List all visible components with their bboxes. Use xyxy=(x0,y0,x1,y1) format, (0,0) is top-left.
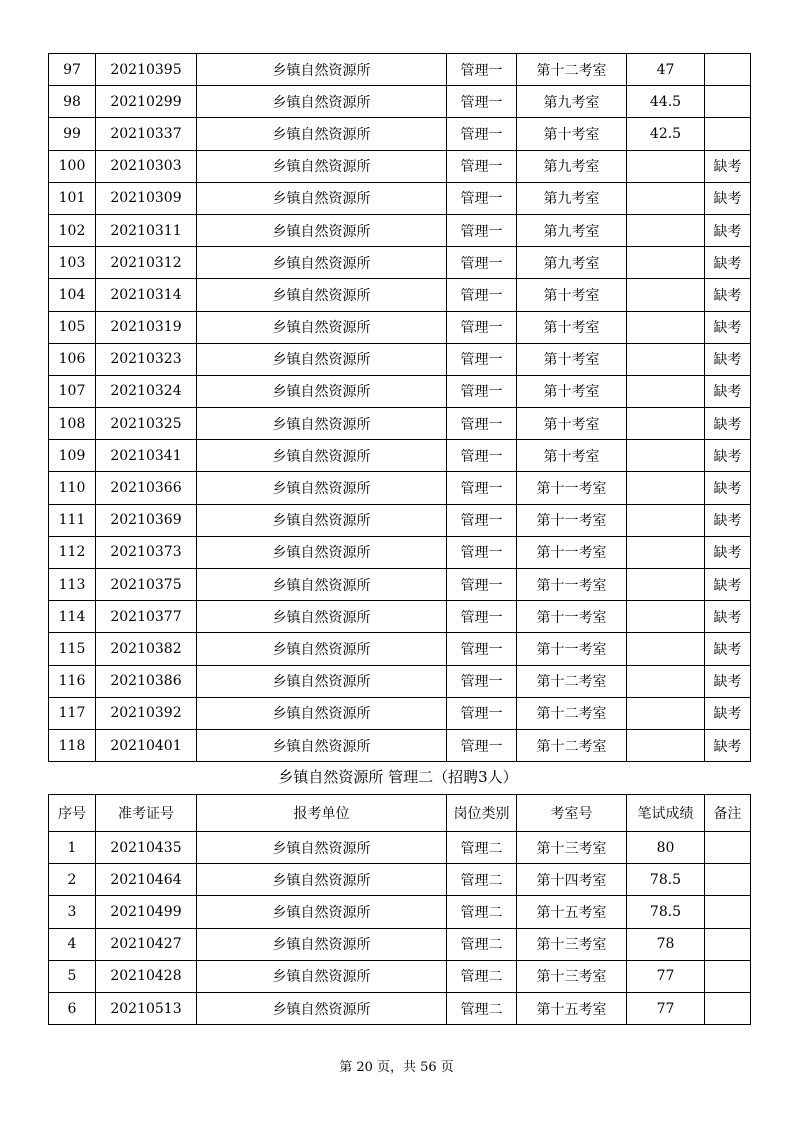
room-cell: 第十考室 xyxy=(517,343,627,375)
score-cell: 78 xyxy=(627,928,705,960)
table-row xyxy=(49,279,751,311)
unit-cell: 乡镇自然资源所 xyxy=(197,992,447,1024)
seq-cell: 103 xyxy=(49,247,96,279)
room-cell: 第九考室 xyxy=(517,214,627,246)
unit-cell: 乡镇自然资源所 xyxy=(197,633,447,665)
score-cell: 78.5 xyxy=(627,896,705,928)
results-table-body xyxy=(49,832,751,1025)
position-cell: 管理一 xyxy=(447,633,517,665)
unit-cell: 乡镇自然资源所 xyxy=(197,960,447,992)
exam-id-cell: 20210325 xyxy=(96,408,197,440)
unit-cell: 乡镇自然资源所 xyxy=(197,375,447,407)
room-cell: 第十考室 xyxy=(517,440,627,472)
seq-cell: 99 xyxy=(49,118,96,150)
exam-id-cell: 20210373 xyxy=(96,536,197,568)
room-cell: 第十一考室 xyxy=(517,536,627,568)
room-cell: 第十一考室 xyxy=(517,569,627,601)
position-cell: 管理一 xyxy=(447,536,517,568)
table-row xyxy=(49,440,751,472)
results-table-body xyxy=(49,54,751,762)
unit-cell: 乡镇自然资源所 xyxy=(197,279,447,311)
unit-cell: 乡镇自然资源所 xyxy=(197,247,447,279)
exam-id-cell: 20210319 xyxy=(96,311,197,343)
position-cell: 管理一 xyxy=(447,182,517,214)
exam-id-cell: 20210311 xyxy=(96,214,197,246)
seq-cell: 110 xyxy=(49,472,96,504)
position-cell: 管理二 xyxy=(447,992,517,1024)
position-cell: 管理一 xyxy=(447,729,517,761)
remark-cell xyxy=(705,928,751,960)
score-cell xyxy=(627,408,705,440)
seq-cell: 100 xyxy=(49,150,96,182)
position-cell: 管理一 xyxy=(447,311,517,343)
room-cell: 第十考室 xyxy=(517,375,627,407)
header-position: 岗位类别 xyxy=(447,795,517,832)
header-remark: 备注 xyxy=(705,795,751,832)
room-cell: 第十一考室 xyxy=(517,601,627,633)
remark-cell: 缺考 xyxy=(705,472,751,504)
remark-cell: 缺考 xyxy=(705,375,751,407)
unit-cell: 乡镇自然资源所 xyxy=(197,832,447,864)
table-row xyxy=(49,536,751,568)
remark-cell xyxy=(705,54,751,86)
position-cell: 管理二 xyxy=(447,832,517,864)
room-cell: 第十五考室 xyxy=(517,896,627,928)
seq-cell: 115 xyxy=(49,633,96,665)
seq-cell: 107 xyxy=(49,375,96,407)
table-row xyxy=(49,343,751,375)
exam-id-cell: 20210312 xyxy=(96,247,197,279)
seq-cell: 117 xyxy=(49,697,96,729)
room-cell: 第十考室 xyxy=(517,279,627,311)
remark-cell xyxy=(705,86,751,118)
unit-cell: 乡镇自然资源所 xyxy=(197,86,447,118)
exam-id-cell: 20210499 xyxy=(96,896,197,928)
remark-cell: 缺考 xyxy=(705,311,751,343)
table-row xyxy=(49,569,751,601)
room-cell: 第九考室 xyxy=(517,247,627,279)
unit-cell: 乡镇自然资源所 xyxy=(197,665,447,697)
header-seq: 序号 xyxy=(49,795,96,832)
score-cell xyxy=(627,375,705,407)
exam-id-cell: 20210435 xyxy=(96,832,197,864)
table-row xyxy=(49,311,751,343)
room-cell: 第十二考室 xyxy=(517,54,627,86)
score-cell: 77 xyxy=(627,960,705,992)
position-cell: 管理一 xyxy=(447,214,517,246)
room-cell: 第十一考室 xyxy=(517,633,627,665)
room-cell: 第十二考室 xyxy=(517,697,627,729)
seq-cell: 105 xyxy=(49,311,96,343)
seq-cell: 6 xyxy=(49,992,96,1024)
exam-id-cell: 20210299 xyxy=(96,86,197,118)
exam-id-cell: 20210392 xyxy=(96,697,197,729)
seq-cell: 113 xyxy=(49,569,96,601)
room-cell: 第十二考室 xyxy=(517,665,627,697)
seq-cell: 109 xyxy=(49,440,96,472)
seq-cell: 2 xyxy=(49,864,96,896)
table-row xyxy=(49,601,751,633)
table-row xyxy=(49,928,751,960)
score-cell: 42.5 xyxy=(627,118,705,150)
room-cell: 第十三考室 xyxy=(517,960,627,992)
exam-id-cell: 20210375 xyxy=(96,569,197,601)
room-cell: 第十一考室 xyxy=(517,472,627,504)
table-row xyxy=(49,408,751,440)
seq-cell: 104 xyxy=(49,279,96,311)
unit-cell: 乡镇自然资源所 xyxy=(197,54,447,86)
unit-cell: 乡镇自然资源所 xyxy=(197,729,447,761)
exam-id-cell: 20210382 xyxy=(96,633,197,665)
table-row xyxy=(49,665,751,697)
unit-cell: 乡镇自然资源所 xyxy=(197,408,447,440)
unit-cell: 乡镇自然资源所 xyxy=(197,440,447,472)
position-cell: 管理一 xyxy=(447,279,517,311)
score-cell xyxy=(627,633,705,665)
position-cell: 管理一 xyxy=(447,150,517,182)
remark-cell: 缺考 xyxy=(705,569,751,601)
score-cell xyxy=(627,182,705,214)
remark-cell: 缺考 xyxy=(705,247,751,279)
remark-cell: 缺考 xyxy=(705,440,751,472)
seq-cell: 3 xyxy=(49,896,96,928)
unit-cell: 乡镇自然资源所 xyxy=(197,214,447,246)
seq-cell: 108 xyxy=(49,408,96,440)
position-cell: 管理一 xyxy=(447,665,517,697)
remark-cell: 缺考 xyxy=(705,343,751,375)
position-cell: 管理一 xyxy=(447,247,517,279)
unit-cell: 乡镇自然资源所 xyxy=(197,504,447,536)
score-cell xyxy=(627,729,705,761)
unit-cell: 乡镇自然资源所 xyxy=(197,118,447,150)
table-row xyxy=(49,729,751,761)
exam-id-cell: 20210386 xyxy=(96,665,197,697)
header-exam-id: 准考证号 xyxy=(96,795,197,832)
table-row xyxy=(49,54,751,86)
remark-cell: 缺考 xyxy=(705,279,751,311)
room-cell: 第十三考室 xyxy=(517,928,627,960)
table-row xyxy=(49,504,751,536)
table-row xyxy=(49,150,751,182)
seq-cell: 1 xyxy=(49,832,96,864)
seq-cell: 5 xyxy=(49,960,96,992)
table-row xyxy=(49,214,751,246)
remark-cell: 缺考 xyxy=(705,665,751,697)
exam-id-cell: 20210513 xyxy=(96,992,197,1024)
position-cell: 管理二 xyxy=(447,896,517,928)
exam-id-cell: 20210464 xyxy=(96,864,197,896)
exam-id-cell: 20210309 xyxy=(96,182,197,214)
seq-cell: 111 xyxy=(49,504,96,536)
position-cell: 管理一 xyxy=(447,86,517,118)
position-cell: 管理一 xyxy=(447,343,517,375)
room-cell: 第十一考室 xyxy=(517,504,627,536)
remark-cell xyxy=(705,832,751,864)
score-cell xyxy=(627,472,705,504)
table-row xyxy=(49,864,751,896)
score-cell xyxy=(627,601,705,633)
seq-cell: 98 xyxy=(49,86,96,118)
score-cell xyxy=(627,279,705,311)
unit-cell: 乡镇自然资源所 xyxy=(197,472,447,504)
header-unit: 报考单位 xyxy=(197,795,447,832)
position-cell: 管理一 xyxy=(447,504,517,536)
position-cell: 管理一 xyxy=(447,375,517,407)
score-cell xyxy=(627,697,705,729)
remark-cell: 缺考 xyxy=(705,150,751,182)
room-cell: 第九考室 xyxy=(517,86,627,118)
seq-cell: 4 xyxy=(49,928,96,960)
position-cell: 管理二 xyxy=(447,928,517,960)
table-row xyxy=(49,182,751,214)
room-cell: 第十三考室 xyxy=(517,832,627,864)
table-row xyxy=(49,896,751,928)
table-row xyxy=(49,118,751,150)
remark-cell xyxy=(705,960,751,992)
score-cell xyxy=(627,504,705,536)
exam-id-cell: 20210337 xyxy=(96,118,197,150)
position-cell: 管理一 xyxy=(447,408,517,440)
remark-cell: 缺考 xyxy=(705,729,751,761)
score-cell xyxy=(627,440,705,472)
results-table-management-2 xyxy=(48,794,751,1025)
remark-cell xyxy=(705,896,751,928)
unit-cell: 乡镇自然资源所 xyxy=(197,864,447,896)
position-cell: 管理二 xyxy=(447,864,517,896)
table-row xyxy=(49,960,751,992)
unit-cell: 乡镇自然资源所 xyxy=(197,928,447,960)
table-row xyxy=(49,375,751,407)
score-cell xyxy=(627,343,705,375)
room-cell: 第十考室 xyxy=(517,118,627,150)
position-cell: 管理一 xyxy=(447,569,517,601)
position-cell: 管理一 xyxy=(447,440,517,472)
unit-cell: 乡镇自然资源所 xyxy=(197,311,447,343)
score-cell: 77 xyxy=(627,992,705,1024)
remark-cell: 缺考 xyxy=(705,697,751,729)
exam-id-cell: 20210369 xyxy=(96,504,197,536)
remark-cell: 缺考 xyxy=(705,504,751,536)
page-footer: 第 20 页，共 56 页 xyxy=(339,1060,454,1075)
score-cell xyxy=(627,311,705,343)
score-cell xyxy=(627,536,705,568)
table-row xyxy=(49,697,751,729)
unit-cell: 乡镇自然资源所 xyxy=(197,182,447,214)
seq-cell: 97 xyxy=(49,54,96,86)
unit-cell: 乡镇自然资源所 xyxy=(197,697,447,729)
room-cell: 第十考室 xyxy=(517,408,627,440)
unit-cell: 乡镇自然资源所 xyxy=(197,536,447,568)
seq-cell: 114 xyxy=(49,601,96,633)
exam-id-cell: 20210428 xyxy=(96,960,197,992)
table-row xyxy=(49,992,751,1024)
table-row xyxy=(49,832,751,864)
seq-cell: 116 xyxy=(49,665,96,697)
room-cell: 第十考室 xyxy=(517,311,627,343)
remark-cell: 缺考 xyxy=(705,214,751,246)
position-cell: 管理二 xyxy=(447,960,517,992)
exam-id-cell: 20210314 xyxy=(96,279,197,311)
remark-cell xyxy=(705,992,751,1024)
score-cell xyxy=(627,665,705,697)
exam-id-cell: 20210401 xyxy=(96,729,197,761)
score-cell: 80 xyxy=(627,832,705,864)
unit-cell: 乡镇自然资源所 xyxy=(197,601,447,633)
score-cell xyxy=(627,214,705,246)
exam-id-cell: 20210323 xyxy=(96,343,197,375)
exam-id-cell: 20210427 xyxy=(96,928,197,960)
remark-cell: 缺考 xyxy=(705,408,751,440)
results-table-management-1 xyxy=(48,53,751,762)
seq-cell: 112 xyxy=(49,536,96,568)
score-cell: 44.5 xyxy=(627,86,705,118)
table-row xyxy=(49,247,751,279)
table-header-row xyxy=(49,795,751,832)
unit-cell: 乡镇自然资源所 xyxy=(197,896,447,928)
exam-id-cell: 20210366 xyxy=(96,472,197,504)
exam-id-cell: 20210377 xyxy=(96,601,197,633)
unit-cell: 乡镇自然资源所 xyxy=(197,150,447,182)
table-row xyxy=(49,86,751,118)
header-room: 考室号 xyxy=(517,795,627,832)
score-cell: 78.5 xyxy=(627,864,705,896)
exam-id-cell: 20210395 xyxy=(96,54,197,86)
remark-cell: 缺考 xyxy=(705,633,751,665)
room-cell: 第九考室 xyxy=(517,150,627,182)
room-cell: 第十四考室 xyxy=(517,864,627,896)
table-row xyxy=(49,633,751,665)
section-title: 乡镇自然资源所 管理二（招聘3人） xyxy=(278,768,518,786)
score-cell xyxy=(627,150,705,182)
position-cell: 管理一 xyxy=(447,118,517,150)
position-cell: 管理一 xyxy=(447,601,517,633)
score-cell xyxy=(627,247,705,279)
remark-cell: 缺考 xyxy=(705,536,751,568)
position-cell: 管理一 xyxy=(447,472,517,504)
remark-cell xyxy=(705,118,751,150)
exam-id-cell: 20210324 xyxy=(96,375,197,407)
seq-cell: 118 xyxy=(49,729,96,761)
exam-id-cell: 20210303 xyxy=(96,150,197,182)
remark-cell: 缺考 xyxy=(705,601,751,633)
seq-cell: 106 xyxy=(49,343,96,375)
score-cell: 47 xyxy=(627,54,705,86)
position-cell: 管理一 xyxy=(447,54,517,86)
header-score: 笔试成绩 xyxy=(627,795,705,832)
seq-cell: 101 xyxy=(49,182,96,214)
unit-cell: 乡镇自然资源所 xyxy=(197,569,447,601)
remark-cell xyxy=(705,864,751,896)
table-row xyxy=(49,472,751,504)
score-cell xyxy=(627,569,705,601)
room-cell: 第十二考室 xyxy=(517,729,627,761)
unit-cell: 乡镇自然资源所 xyxy=(197,343,447,375)
room-cell: 第十五考室 xyxy=(517,992,627,1024)
room-cell: 第九考室 xyxy=(517,182,627,214)
exam-id-cell: 20210341 xyxy=(96,440,197,472)
seq-cell: 102 xyxy=(49,214,96,246)
remark-cell: 缺考 xyxy=(705,182,751,214)
position-cell: 管理一 xyxy=(447,697,517,729)
